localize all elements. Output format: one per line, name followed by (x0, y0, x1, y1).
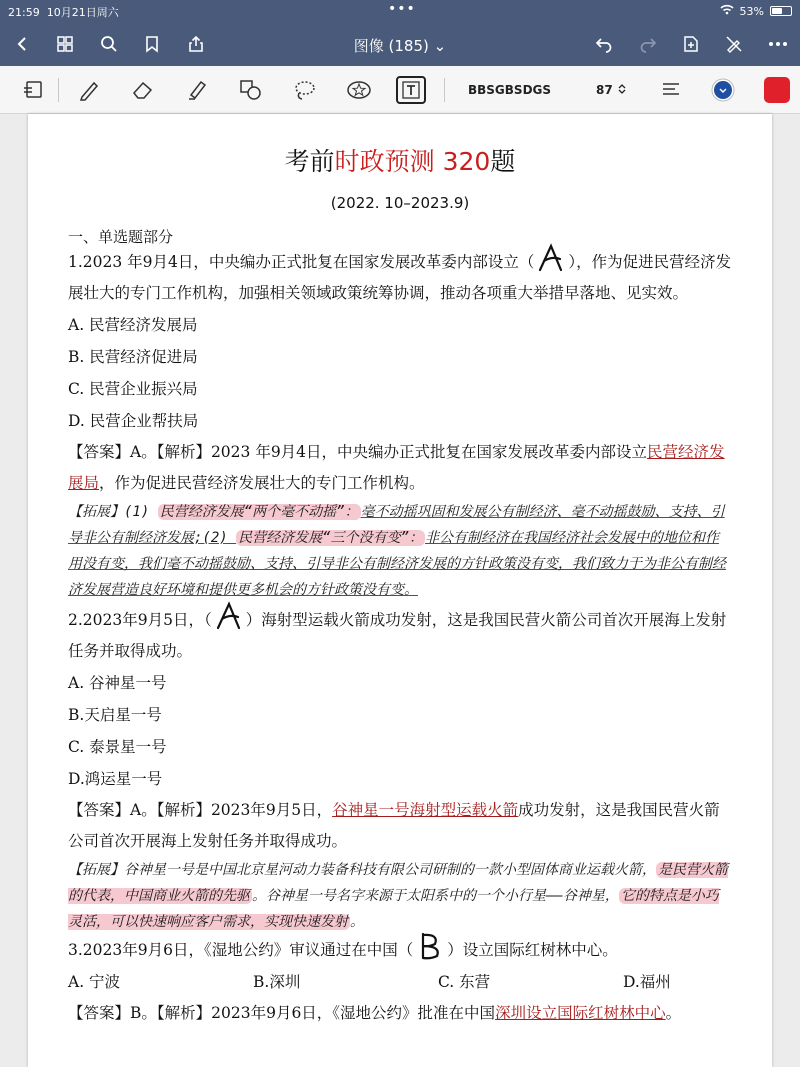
option: D.福州 (623, 973, 671, 991)
question-1-stem: 1.2023 年9月4日，中央编办正式批复在国家发展改革委内部设立（ ），作为促进民营经济发展壮大的专门工作机构，加强相关领域政策统筹协调，推动各项重大举措早落地、见实效。 (68, 247, 732, 309)
bookmark-button[interactable] (138, 30, 166, 58)
option: C. 泰景星一号 (68, 738, 167, 756)
question-3-answer: 【答案】B。【解析】2023年9月6日，《湿地公约》批准在中国深圳设立国际红树林中心。 (68, 1004, 682, 1022)
eraser-tool[interactable] (128, 76, 158, 104)
document-content (68, 138, 732, 1029)
status-bar (0, 0, 800, 22)
share-button[interactable] (182, 30, 210, 58)
secondary-color-button[interactable] (708, 76, 738, 104)
search-icon (100, 35, 118, 53)
align-left-icon (661, 81, 681, 99)
option: C. 东营 (438, 973, 491, 991)
navigation-bar (0, 22, 800, 66)
handwritten-answer-a (534, 249, 568, 271)
status-right (720, 4, 792, 18)
status-time: 21:59 10月21日周六 (8, 6, 119, 19)
option: D. 民营企业帮扶局 (68, 412, 199, 430)
question-2-extension: 【拓展】谷神星一号是中国北京星河动力装备科技有限公司研制的一款小型固体商业运载火箭， 是民营火箭的代表，中国商业火箭的先驱 。谷神星一号名字来源于太阳系中的一个小行星——谷神星， 它的特点是小巧灵活，可以快速响应客户需求，实现快速发射 。 (68, 862, 728, 930)
question-3-options (68, 966, 732, 998)
question-1-extension: 【拓展】(1) 民营经济发展“两个毫不动摇”： 毫不动摇巩固和发展公有制经济、毫不动摇鼓励、支持、引导非公有制经济发展;(2) 民营经济发展“三个没有变”： 非公有制经济在我国经济社会发展中的地位和作用没有变，我们毫不动摇鼓励、支持、引导非公有制经济发展的方针政策没有变，我们致力于为非公有制经济发展营造良好环境和提供更多机会的方针政策没有变。 (68, 504, 726, 598)
option: A. 民营经济发展局 (68, 316, 198, 334)
share-icon (187, 35, 205, 53)
highlighter-icon (186, 79, 208, 101)
sticker-tool[interactable] (344, 76, 374, 104)
redo-button[interactable] (634, 30, 662, 58)
question-2-stem: 2.2023年9月5日，（ ）海射型运载火箭成功发射，这是我国民营火箭公司首次开展海上发射任务并取得成功。 (68, 605, 732, 667)
pen-tool[interactable] (74, 76, 104, 104)
bookmark-icon (143, 35, 161, 53)
add-page-icon (682, 35, 700, 53)
handwritten-answer-a (212, 607, 246, 629)
shapes-tool[interactable] (236, 76, 266, 104)
eraser-icon (131, 79, 155, 101)
document-title-button[interactable]: 图像 (185) ⌄ (353, 37, 447, 55)
option: B. 民营经济促进局 (68, 348, 198, 366)
question-2-options (68, 667, 732, 795)
handwritten-answer-b (413, 937, 447, 959)
section-heading: 一、单选题部分 (68, 228, 174, 246)
text-align-button[interactable] (656, 76, 686, 104)
chevron-left-icon (13, 35, 31, 53)
text-tool[interactable] (396, 76, 426, 104)
question-3-stem: 3.2023年9月6日，《湿地公约》审议通过在中国（ ）设立国际红树林中心。 (68, 935, 732, 966)
question-2-answer: 【答案】A。【解析】2023年9月5日，谷神星一号海射型运载火箭成功发射，这是我国民营火箭公司首次开展海上发射任务并取得成功。 (68, 801, 720, 850)
option: A. 宁波 (68, 973, 121, 991)
more-button[interactable] (764, 30, 792, 58)
pencil-slash-icon (725, 35, 743, 53)
option: D.鸿运星一号 (68, 770, 163, 788)
updown-icon (617, 83, 627, 95)
lasso-icon (293, 79, 317, 101)
add-page-button[interactable] (677, 30, 705, 58)
battery-percent: 53% (739, 4, 764, 18)
question-1-options (68, 309, 732, 437)
page-title: 考前时政预测 320题 (284, 147, 516, 176)
wifi-icon (720, 4, 734, 18)
search-button[interactable] (95, 30, 123, 58)
option: C. 民营企业振兴局 (68, 380, 198, 398)
option: B.深圳 (253, 973, 301, 991)
back-button[interactable] (8, 30, 36, 58)
color-swatch-blue (714, 81, 732, 99)
redo-icon (639, 35, 657, 53)
font-size-stepper[interactable]: 87 (596, 83, 627, 97)
read-mode-icon (22, 80, 44, 100)
chevron-down-icon: ⌄ (433, 37, 447, 55)
thumbnails-button[interactable] (51, 30, 79, 58)
grid-icon (56, 35, 74, 53)
battery-fill (772, 8, 782, 14)
battery-icon (770, 6, 792, 16)
undo-icon (595, 35, 613, 53)
undo-button[interactable] (590, 30, 618, 58)
star-sticker-icon (346, 79, 372, 101)
multitask-dots[interactable]: ••• (388, 1, 416, 17)
pen-icon (78, 79, 100, 101)
question-1-answer: 【答案】A。【解析】2023 年9月4日，中央编办正式批复在国家发展改革委内部设立民营经济发展局，作为促进民营经济发展壮大的专门工作机构。 (68, 443, 725, 492)
option: A. 谷神星一号 (68, 674, 167, 692)
document-page[interactable] (28, 114, 772, 1067)
tools-toggle-button[interactable] (720, 30, 748, 58)
text-box-icon (401, 80, 421, 100)
read-mode-button[interactable] (18, 76, 48, 104)
more-icon (768, 41, 788, 47)
status-date: 10月21日周六 (46, 6, 119, 19)
shapes-icon (239, 79, 263, 101)
highlighter-tool[interactable] (182, 76, 212, 104)
option: B.天启星一号 (68, 706, 162, 724)
annotation-toolbar (0, 66, 800, 114)
color-swatch-red (764, 77, 790, 103)
page-subtitle: (2022. 10–2023.9) (330, 194, 470, 212)
lasso-tool[interactable] (290, 76, 320, 104)
selected-color-button[interactable] (762, 76, 792, 104)
font-name-selector[interactable]: BBSGBSDGS (468, 83, 552, 97)
